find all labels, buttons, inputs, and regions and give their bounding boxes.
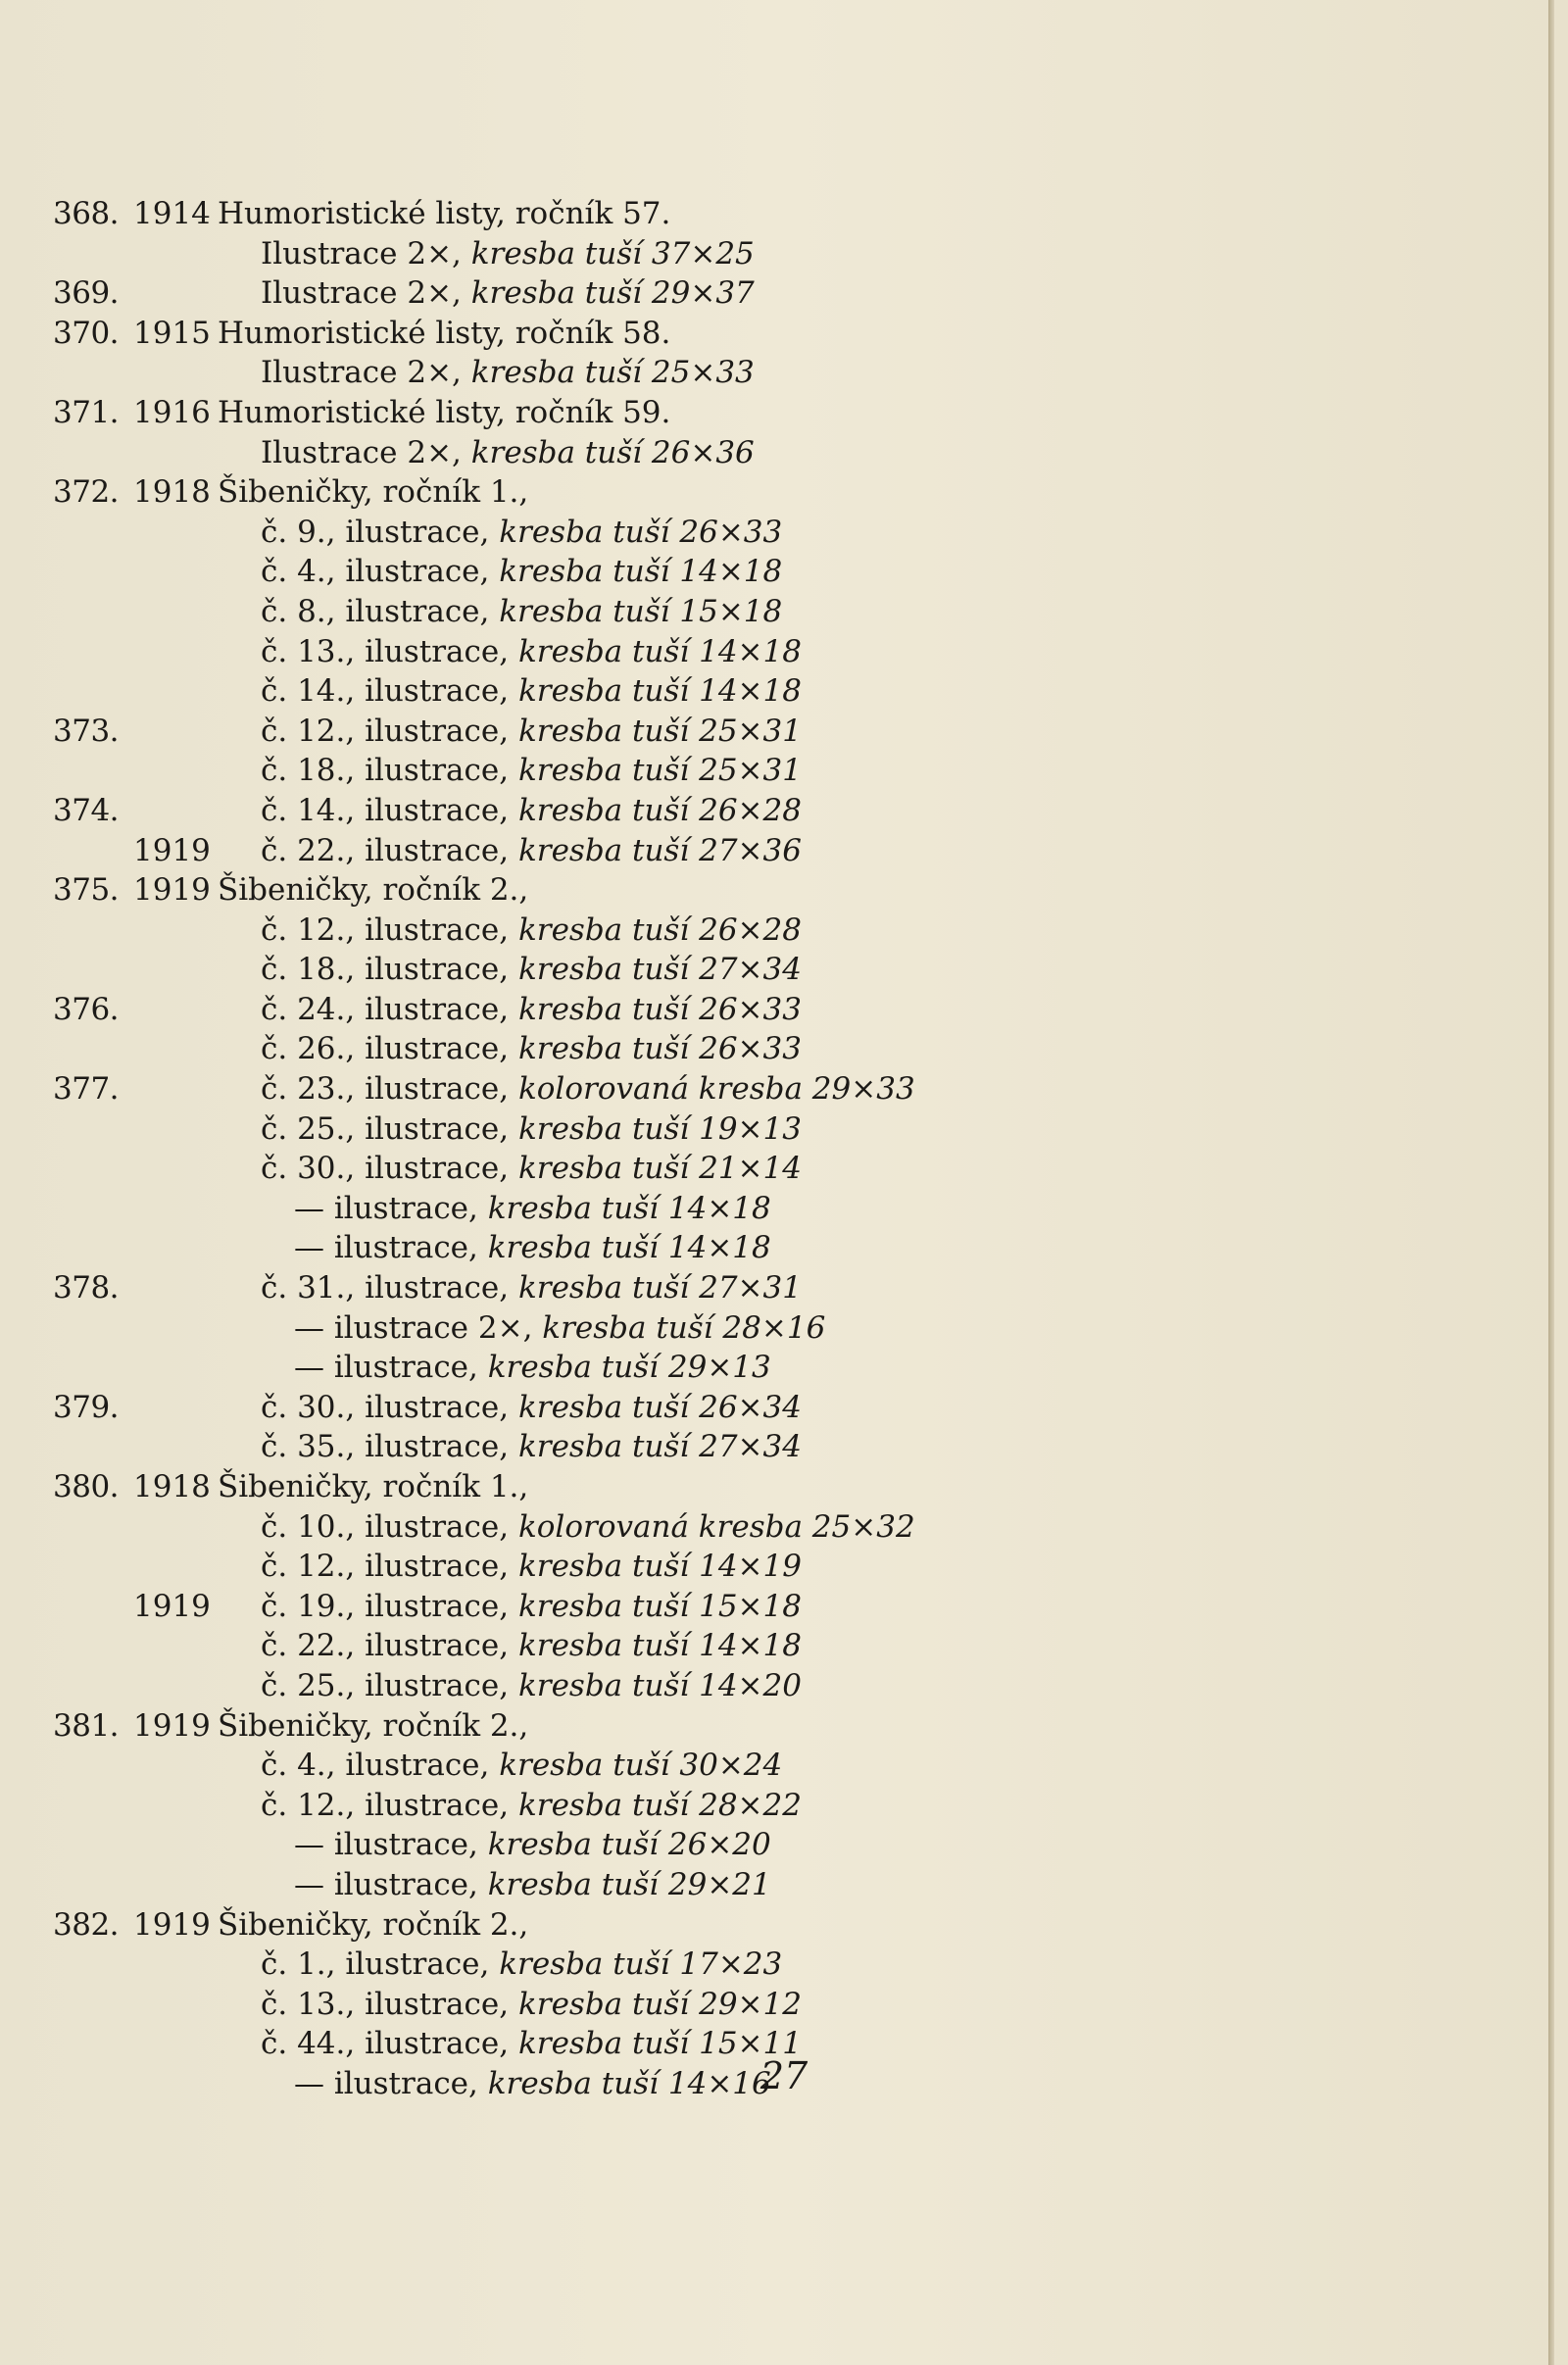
entry-text: — ilustrace, <box>294 1827 488 1863</box>
entry-text: č. 24., ilustrace, <box>261 991 518 1027</box>
entry-technique: kresba tuší 27×34 <box>517 952 802 988</box>
entry-technique: kresba tuší 14×18 <box>517 1628 802 1664</box>
entry-technique: kresba tuší 29×13 <box>487 1350 771 1386</box>
catalog-row <box>0 632 1568 672</box>
entry-technique: kresba tuší 26×33 <box>517 991 802 1027</box>
catalog-row <box>0 1268 1568 1308</box>
entry-text: Ilustrace 2×, <box>261 275 471 312</box>
entry-description <box>261 1149 802 1189</box>
entry-text: č. 22., ilustrace, <box>261 832 518 868</box>
entry-description <box>218 194 670 234</box>
catalog-row <box>0 1746 1568 1786</box>
entry-technique: kresba tuší 29×21 <box>487 1866 771 1902</box>
entry-technique: kolorovaná kresba 29×33 <box>517 1071 915 1108</box>
entry-year: 1919 <box>133 1906 211 1943</box>
entry-description <box>218 1905 528 1946</box>
entry-text: č. 9., ilustrace, <box>261 514 500 550</box>
entry-text: č. 12., ilustrace, <box>261 713 518 749</box>
catalog-row <box>0 1189 1568 1229</box>
entry-technique: kresba tuší 15×18 <box>517 1588 802 1624</box>
entry-text: č. 4., ilustrace, <box>261 554 500 590</box>
catalog-row <box>0 831 1568 871</box>
catalog-row <box>0 990 1568 1030</box>
catalog-row <box>0 870 1568 911</box>
entry-technique: kresba tuší 26×33 <box>517 1031 802 1067</box>
entry-technique: kresba tuší 26×28 <box>517 912 802 948</box>
entry-technique: kresba tuší 21×14 <box>517 1151 802 1187</box>
entry-description <box>261 433 755 473</box>
entry-text: Ilustrace 2×, <box>261 355 471 391</box>
entry-text: č. 12., ilustrace, <box>261 912 518 948</box>
entry-description <box>261 234 755 274</box>
entry-description <box>294 1189 771 1229</box>
catalog-row <box>0 194 1568 234</box>
entry-year: 1918 <box>133 1469 211 1504</box>
catalog-row <box>0 353 1568 393</box>
catalog-row <box>0 1348 1568 1388</box>
entry-description <box>261 273 755 314</box>
entry-year: 1914 <box>133 196 211 231</box>
entry-technique: kresba tuší 25×31 <box>517 753 802 789</box>
entry-description <box>261 791 802 831</box>
entry-technique: kresba tuší 26×34 <box>517 1389 802 1425</box>
entry-technique: kresba tuší 14×19 <box>517 1549 802 1585</box>
entry-text: Ilustrace 2×, <box>261 235 471 271</box>
catalog-row <box>0 1507 1568 1548</box>
entry-text: č. 14., ilustrace, <box>261 673 518 710</box>
entry-description <box>218 314 670 354</box>
entry-technique: kolorovaná kresba 25×32 <box>517 1508 915 1545</box>
entry-text: — ilustrace, <box>294 2065 488 2101</box>
entry-technique: kresba tuší 14×18 <box>517 633 802 669</box>
entry-description <box>261 1507 915 1548</box>
catalog-row <box>0 1109 1568 1150</box>
entry-text: č. 8., ilustrace, <box>261 593 500 629</box>
catalog-row <box>0 1985 1568 2025</box>
entry-technique: kresba tuší 27×36 <box>517 832 802 868</box>
entry-description <box>261 911 802 951</box>
catalog-row <box>0 273 1568 314</box>
entry-number: 369. <box>53 275 120 312</box>
entry-description <box>261 1268 802 1308</box>
entry-text: č. 10., ilustrace, <box>261 1508 518 1545</box>
entry-description <box>261 513 782 553</box>
entry-number: 377. <box>53 1071 120 1108</box>
entry-text: Humoristické listy, ročník 57. <box>218 196 671 231</box>
entry-text: č. 14., ilustrace, <box>261 792 518 828</box>
entry-text: č. 31., ilustrace, <box>261 1270 518 1306</box>
catalog-row <box>0 1825 1568 1865</box>
catalog-list <box>0 194 1568 2104</box>
entry-description <box>261 990 802 1030</box>
entry-text: č. 18., ilustrace, <box>261 753 518 789</box>
entry-text: Šibeničky, ročník 2., <box>218 1707 529 1744</box>
catalog-row <box>0 791 1568 831</box>
entry-description <box>261 1666 802 1706</box>
entry-text: č. 13., ilustrace, <box>261 633 518 669</box>
entry-number: 370. <box>53 315 120 351</box>
entry-text: Humoristické listy, ročník 59. <box>218 394 671 430</box>
entry-description <box>294 1348 771 1388</box>
entry-text: č. 30., ilustrace, <box>261 1389 518 1425</box>
entry-technique: kresba tuší 25×33 <box>470 355 755 391</box>
entry-description <box>261 1109 802 1150</box>
entry-technique: kresba tuší 27×34 <box>517 1429 802 1465</box>
catalog-row <box>0 1786 1568 1826</box>
entry-text: č. 23., ilustrace, <box>261 1071 518 1108</box>
catalog-row <box>0 1905 1568 1946</box>
entry-year: 1919 <box>133 1588 211 1624</box>
entry-technique: kresba tuší 15×11 <box>517 2026 802 2062</box>
entry-description <box>218 870 528 911</box>
catalog-row <box>0 1666 1568 1706</box>
entry-year: 1919 <box>133 1707 211 1744</box>
entry-number: 381. <box>53 1707 120 1744</box>
catalog-row <box>0 472 1568 513</box>
entry-technique: kresba tuší 14×20 <box>517 1667 802 1703</box>
entry-description <box>261 1587 802 1627</box>
entry-text: č. 12., ilustrace, <box>261 1787 518 1823</box>
entry-technique: kresba tuší 14×18 <box>487 1190 771 1226</box>
entry-text: Šibeničky, ročník 2., <box>218 872 529 909</box>
catalog-row <box>0 1587 1568 1627</box>
catalog-row <box>0 911 1568 951</box>
entry-technique: kresba tuší 14×18 <box>487 1230 771 1266</box>
entry-text: — ilustrace, <box>294 1350 488 1386</box>
catalog-row <box>0 712 1568 752</box>
catalog-row <box>0 1467 1568 1507</box>
entry-text: č. 26., ilustrace, <box>261 1031 518 1067</box>
entry-text: č. 30., ilustrace, <box>261 1151 518 1187</box>
entry-year: 1918 <box>133 474 211 511</box>
catalog-row <box>0 671 1568 712</box>
entry-technique: kresba tuší 37×25 <box>470 235 755 271</box>
entry-description <box>261 1985 802 2025</box>
entry-text: — ilustrace 2×, <box>294 1309 543 1346</box>
catalog-row <box>0 1547 1568 1587</box>
catalog-row <box>0 393 1568 433</box>
entry-technique: kresba tuší 29×37 <box>470 275 755 312</box>
entry-description <box>261 592 782 632</box>
catalog-row <box>0 314 1568 354</box>
entry-description <box>261 1786 802 1826</box>
entry-description <box>261 751 802 791</box>
entry-technique: kresba tuší 19×13 <box>517 1110 802 1147</box>
entry-number: 372. <box>53 474 120 511</box>
entry-technique: kresba tuší 17×23 <box>499 1946 783 1983</box>
catalog-row <box>0 751 1568 791</box>
entry-text: č. 25., ilustrace, <box>261 1110 518 1147</box>
entry-description <box>294 1865 771 1905</box>
entry-description <box>218 1706 528 1747</box>
entry-number: 380. <box>53 1469 120 1504</box>
entry-text: Šibeničky, ročník 2., <box>218 1906 529 1943</box>
entry-description <box>218 472 528 513</box>
entry-text: č. 12., ilustrace, <box>261 1549 518 1585</box>
entry-description <box>218 393 670 433</box>
entry-text: Humoristické listy, ročník 58. <box>218 315 671 351</box>
entry-technique: kresba tuší 14×18 <box>499 554 783 590</box>
entry-text: č. 25., ilustrace, <box>261 1667 518 1703</box>
entry-text: č. 35., ilustrace, <box>261 1429 518 1465</box>
entry-description <box>261 950 802 990</box>
entry-description <box>261 1388 802 1428</box>
catalog-row <box>0 1626 1568 1666</box>
entry-text: č. 44., ilustrace, <box>261 2026 518 2062</box>
entry-description <box>294 1825 771 1865</box>
entry-technique: kresba tuší 27×31 <box>517 1270 802 1306</box>
entry-description <box>261 1069 915 1109</box>
entry-year: 1915 <box>133 315 211 351</box>
page-number: 27 <box>760 2054 808 2097</box>
catalog-row <box>0 1706 1568 1747</box>
entry-number: 382. <box>53 1906 120 1943</box>
entry-technique: kresba tuší 14×16 <box>487 2065 771 2101</box>
catalog-row <box>0 1228 1568 1268</box>
catalog-row <box>0 1427 1568 1467</box>
entry-description <box>261 1427 802 1467</box>
catalog-row <box>0 1149 1568 1189</box>
catalog-row <box>0 1865 1568 1905</box>
catalog-row <box>0 552 1568 592</box>
entry-technique: kresba tuší 29×12 <box>517 1986 802 2022</box>
entry-text: č. 4., ilustrace, <box>261 1748 500 1784</box>
entry-text: č. 18., ilustrace, <box>261 952 518 988</box>
entry-text: č. 19., ilustrace, <box>261 1588 518 1624</box>
entry-description <box>261 1547 802 1587</box>
entry-description <box>261 632 802 672</box>
entry-technique: kresba tuší 14×18 <box>517 673 802 710</box>
entry-description <box>261 1626 802 1666</box>
catalog-row <box>0 950 1568 990</box>
entry-technique: kresba tuší 26×33 <box>499 514 783 550</box>
catalog-row <box>0 1388 1568 1428</box>
entry-description <box>261 1945 782 1985</box>
entry-technique: kresba tuší 26×36 <box>470 434 755 470</box>
entry-technique: kresba tuší 28×16 <box>542 1309 826 1346</box>
entry-number: 368. <box>53 196 120 231</box>
entry-text: Šibeničky, ročník 1., <box>218 474 529 511</box>
entry-text: — ilustrace, <box>294 1866 488 1902</box>
catalog-row <box>0 1069 1568 1109</box>
entry-text: č. 22., ilustrace, <box>261 1628 518 1664</box>
entry-description <box>261 1746 782 1786</box>
entry-description <box>294 1228 771 1268</box>
entry-number: 373. <box>53 713 120 749</box>
catalog-row <box>0 1945 1568 1985</box>
entry-description <box>261 831 802 871</box>
entry-technique: kresba tuší 26×28 <box>517 792 802 828</box>
entry-technique: kresba tuší 28×22 <box>517 1787 802 1823</box>
entry-number: 376. <box>53 991 120 1027</box>
entry-description <box>261 552 782 592</box>
entry-year: 1919 <box>133 832 211 868</box>
entry-description <box>261 1029 802 1069</box>
catalog-row <box>0 1308 1568 1349</box>
entry-technique: kresba tuší 26×20 <box>487 1827 771 1863</box>
entry-description <box>261 671 802 712</box>
entry-text: — ilustrace, <box>294 1190 488 1226</box>
entry-number: 379. <box>53 1389 120 1425</box>
entry-year: 1916 <box>133 394 211 430</box>
catalog-row <box>0 592 1568 632</box>
entry-description <box>261 712 802 752</box>
entry-number: 374. <box>53 792 120 828</box>
entry-description <box>261 353 755 393</box>
entry-text: Ilustrace 2×, <box>261 434 471 470</box>
entry-number: 375. <box>53 872 120 909</box>
catalog-row <box>0 234 1568 274</box>
entry-year: 1919 <box>133 872 211 909</box>
entry-text: č. 13., ilustrace, <box>261 1986 518 2022</box>
entry-number: 378. <box>53 1270 120 1306</box>
catalog-row <box>0 433 1568 473</box>
entry-text: č. 1., ilustrace, <box>261 1946 500 1983</box>
entry-technique: kresba tuší 15×18 <box>499 593 783 629</box>
entry-description <box>294 1308 825 1349</box>
catalog-row <box>0 513 1568 553</box>
entry-description <box>218 1467 528 1507</box>
entry-text: Šibeničky, ročník 1., <box>218 1469 529 1504</box>
entry-technique: kresba tuší 30×24 <box>499 1748 783 1784</box>
entry-number: 371. <box>53 394 120 430</box>
entry-technique: kresba tuší 25×31 <box>517 713 802 749</box>
catalog-row <box>0 1029 1568 1069</box>
entry-text: — ilustrace, <box>294 1230 488 1266</box>
